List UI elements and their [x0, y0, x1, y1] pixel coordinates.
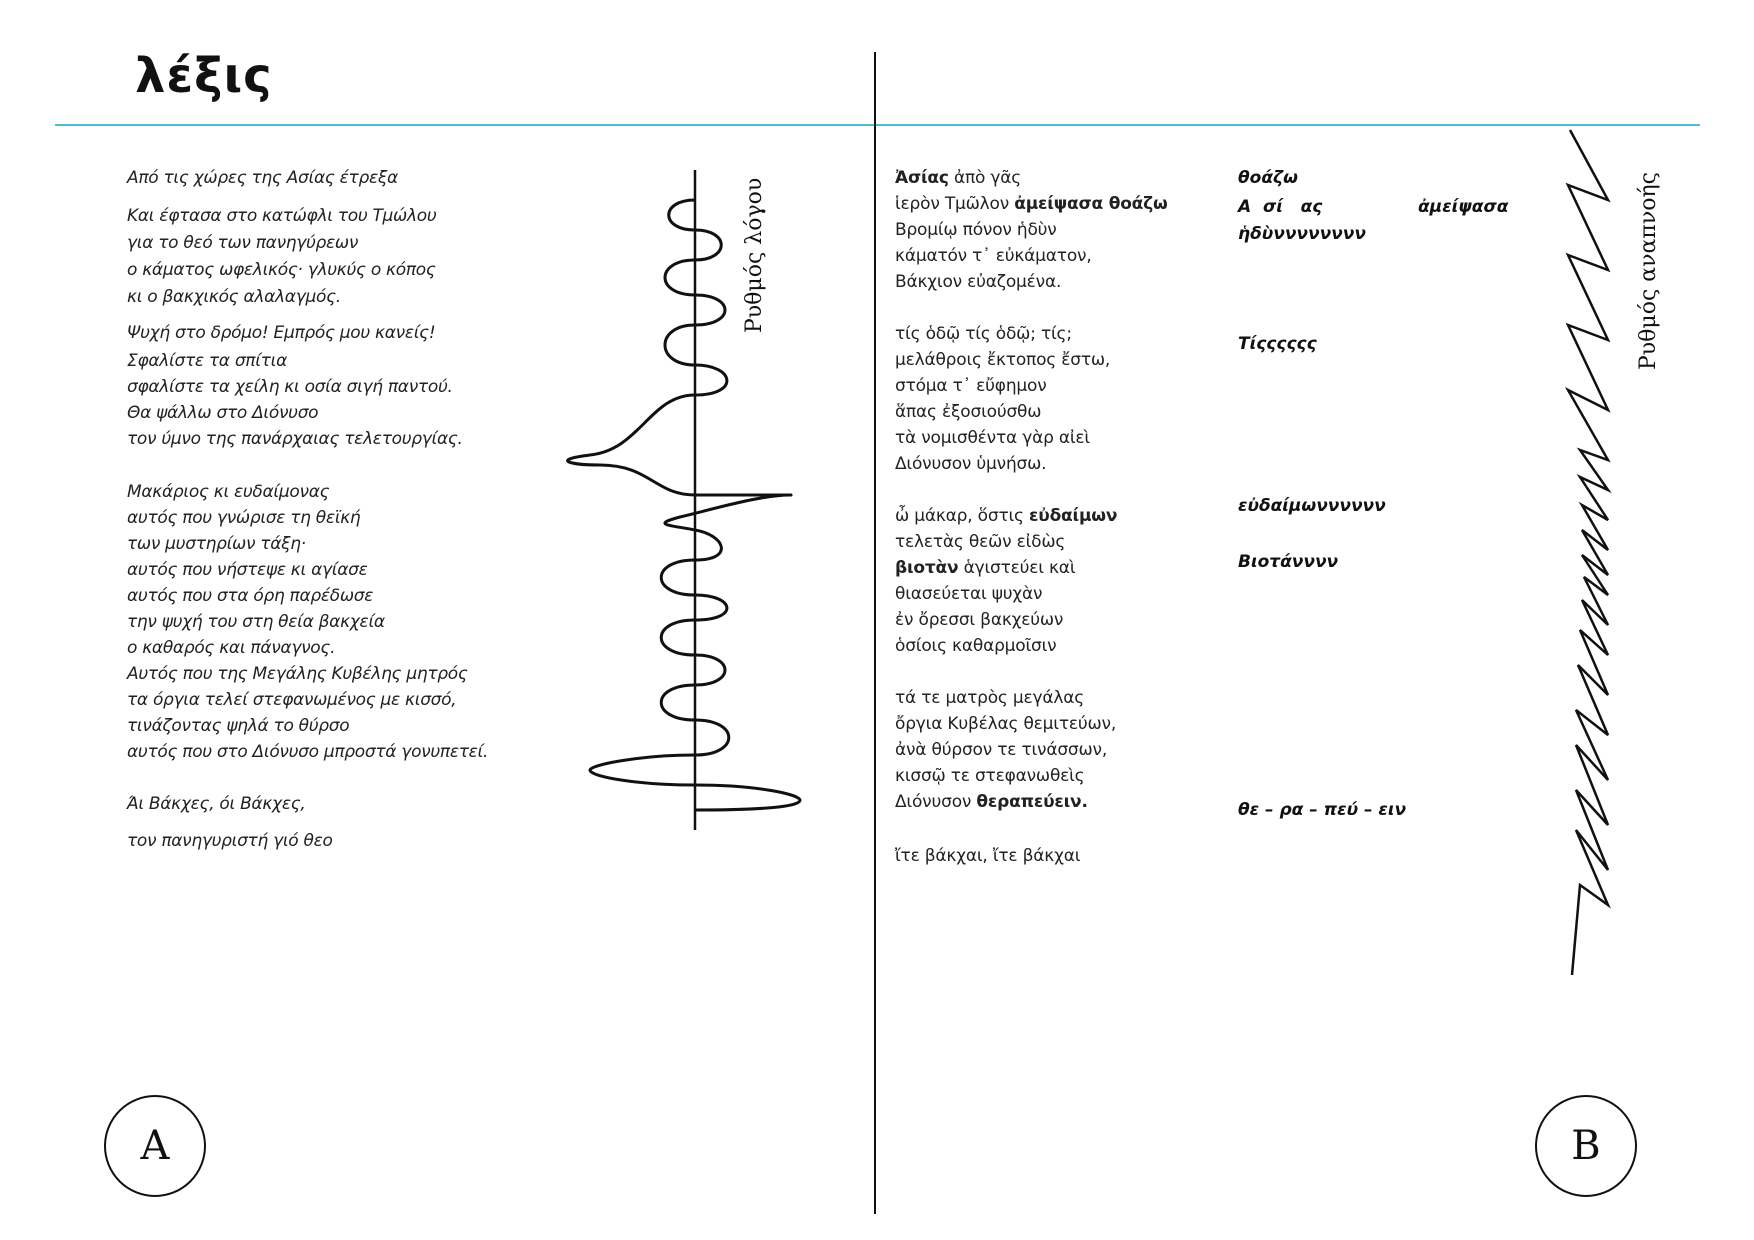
poem-line: Από τις χώρες της Ασίας έτρεξα	[127, 168, 398, 188]
emphasis-word: ἀμείψασα	[1418, 197, 1509, 217]
ancient-line: μελάθροις ἔκτοπος ἔστω,	[895, 350, 1111, 370]
breath-rhythm-zigzag	[1540, 125, 1640, 985]
ancient-line: ἱερὸν Τμῶλον ἀμείψασα θοάζω	[895, 194, 1168, 214]
poem-line: Σφαλίστε τα σπίτια	[127, 351, 287, 371]
poem-line: Άι Βάκχες, όι Βάκχες,	[127, 794, 306, 814]
page-badge-a-letter: A	[140, 1123, 170, 1169]
poem-line: ο καθαρός και πάναγνος.	[127, 638, 336, 658]
poem-line: των μυστηρίων τάξη·	[127, 534, 306, 554]
poem-line: αυτός που στα όρη παρέδωσε	[127, 586, 374, 606]
poem-line: Ψυχή στο δρόμο! Εμπρός μου κανείς!	[127, 323, 436, 343]
poem-line: ο κάματος ωφελικός· γλυκύς ο κόπος	[127, 260, 436, 280]
ancient-line: τά τε ματρὸς μεγάλας	[895, 688, 1085, 708]
poem-line: αυτός που γνώρισε τη θεϊκή	[127, 508, 361, 528]
speech-rhythm-label: Ρυθμός λόγου	[742, 177, 767, 333]
ancient-line: τὰ νομισθέντα γὰρ αἰεὶ	[895, 428, 1090, 448]
poem-line: για το θεό των πανηγύρεων	[127, 233, 359, 253]
emphasis-word: ἡδὺνννννννν	[1238, 224, 1366, 244]
ancient-line: κισσῷ τε στεφανωθεὶς	[895, 766, 1085, 786]
ancient-line: Διόνυσον ὑμνήσω.	[895, 454, 1047, 474]
poem-line: Αυτός που της Μεγάλης Κυβέλης μητρός	[127, 664, 468, 684]
poem-line: κι ο βακχικός αλαλαγμός.	[127, 287, 341, 307]
poem-line: την ψυχή του στη θεία βακχεία	[127, 612, 385, 632]
ancient-line: ὦ μάκαρ, ὅστις εὐδαίμων	[895, 506, 1118, 526]
ancient-line: τίς ὁδῷ τίς ὁδῷ; τίς;	[895, 324, 1072, 344]
poem-line: Και έφτασα στο κατώφλι του Τμώλου	[127, 206, 437, 226]
zigzag-line	[1568, 130, 1608, 975]
ancient-line: κάματόν τ᾽ εὐκάματον,	[895, 246, 1092, 266]
emphasis-word: Τίςςςςςς	[1238, 334, 1317, 354]
poem-line: τα όργια τελεί στεφανωμένος με κισσό,	[127, 690, 457, 710]
emphasis-word: θε – ρα – πεύ – ειν	[1238, 800, 1407, 820]
page-spine-divider	[874, 52, 876, 1214]
emphasis-word: εὐδαίμωνννννν	[1238, 496, 1386, 516]
page-title: λέξις	[135, 48, 273, 104]
page-badge-b-letter: B	[1571, 1123, 1601, 1169]
poem-line: Θα ψάλλω στο Διόνυσο	[127, 403, 319, 423]
emphasis-word: θοάζω	[1238, 168, 1298, 188]
ancient-line: ἀνὰ θύρσον τε τινάσσων,	[895, 740, 1108, 760]
poem-line: τινάζοντας ψηλά το θύρσο	[127, 716, 350, 736]
ancient-line: βιοτὰν ἁγιστεύει καὶ	[895, 558, 1076, 578]
emphasis-word: Α σί ας	[1238, 197, 1323, 217]
emphasis-word: Βιοτάνννν	[1238, 552, 1339, 572]
poem-line: αυτός που στο Διόνυσο μπροστά γονυπετεί.	[127, 742, 489, 762]
ancient-line: ἅπας ἐξοσιούσθω	[895, 402, 1042, 422]
ancient-line: Ἀσίας ἀπὸ γᾶς	[895, 168, 1022, 188]
ancient-line: Βάκχιον εὐαζομένα.	[895, 272, 1062, 292]
page-badge-a	[104, 1095, 206, 1197]
ancient-line: Διόνυσον θεραπεύειν.	[895, 792, 1088, 812]
poem-line: σφαλίστε τα χείλη κι οσία σιγή παντού.	[127, 377, 453, 397]
poem-line: τον ύμνο της πανάρχαιας τελετουργίας.	[127, 429, 463, 449]
speech-rhythm-wave	[560, 165, 810, 845]
ancient-line: ἴτε βάκχαι, ἴτε βάκχαι	[895, 846, 1081, 866]
ancient-line: στόμα τ᾽ εὔφημον	[895, 376, 1047, 396]
breath-rhythm-label: Ρυθμός αναπνοής	[1636, 172, 1661, 370]
ancient-line: ἐν ὄρεσσι βακχεύων	[895, 610, 1064, 630]
page-badge-b	[1535, 1095, 1637, 1197]
poem-line: τον πανηγυριστή γιό θεο	[127, 831, 333, 851]
ancient-line: ὄργια Κυβέλας θεμιτεύων,	[895, 714, 1117, 734]
poem-line: Μακάριος κι ευδαίμονας	[127, 482, 330, 502]
ancient-line: θιασεύεται ψυχὰν	[895, 584, 1043, 604]
ancient-line: ὁσίοις καθαρμοῖσιν	[895, 636, 1057, 656]
poem-line: αυτός που νήστεψε κι αγίασε	[127, 560, 368, 580]
ancient-line: τελετὰς θεῶν εἰδὼς	[895, 532, 1066, 552]
ancient-line: Βρομίῳ πόνον ἡδὺν	[895, 220, 1057, 240]
horizontal-divider	[55, 124, 1700, 126]
